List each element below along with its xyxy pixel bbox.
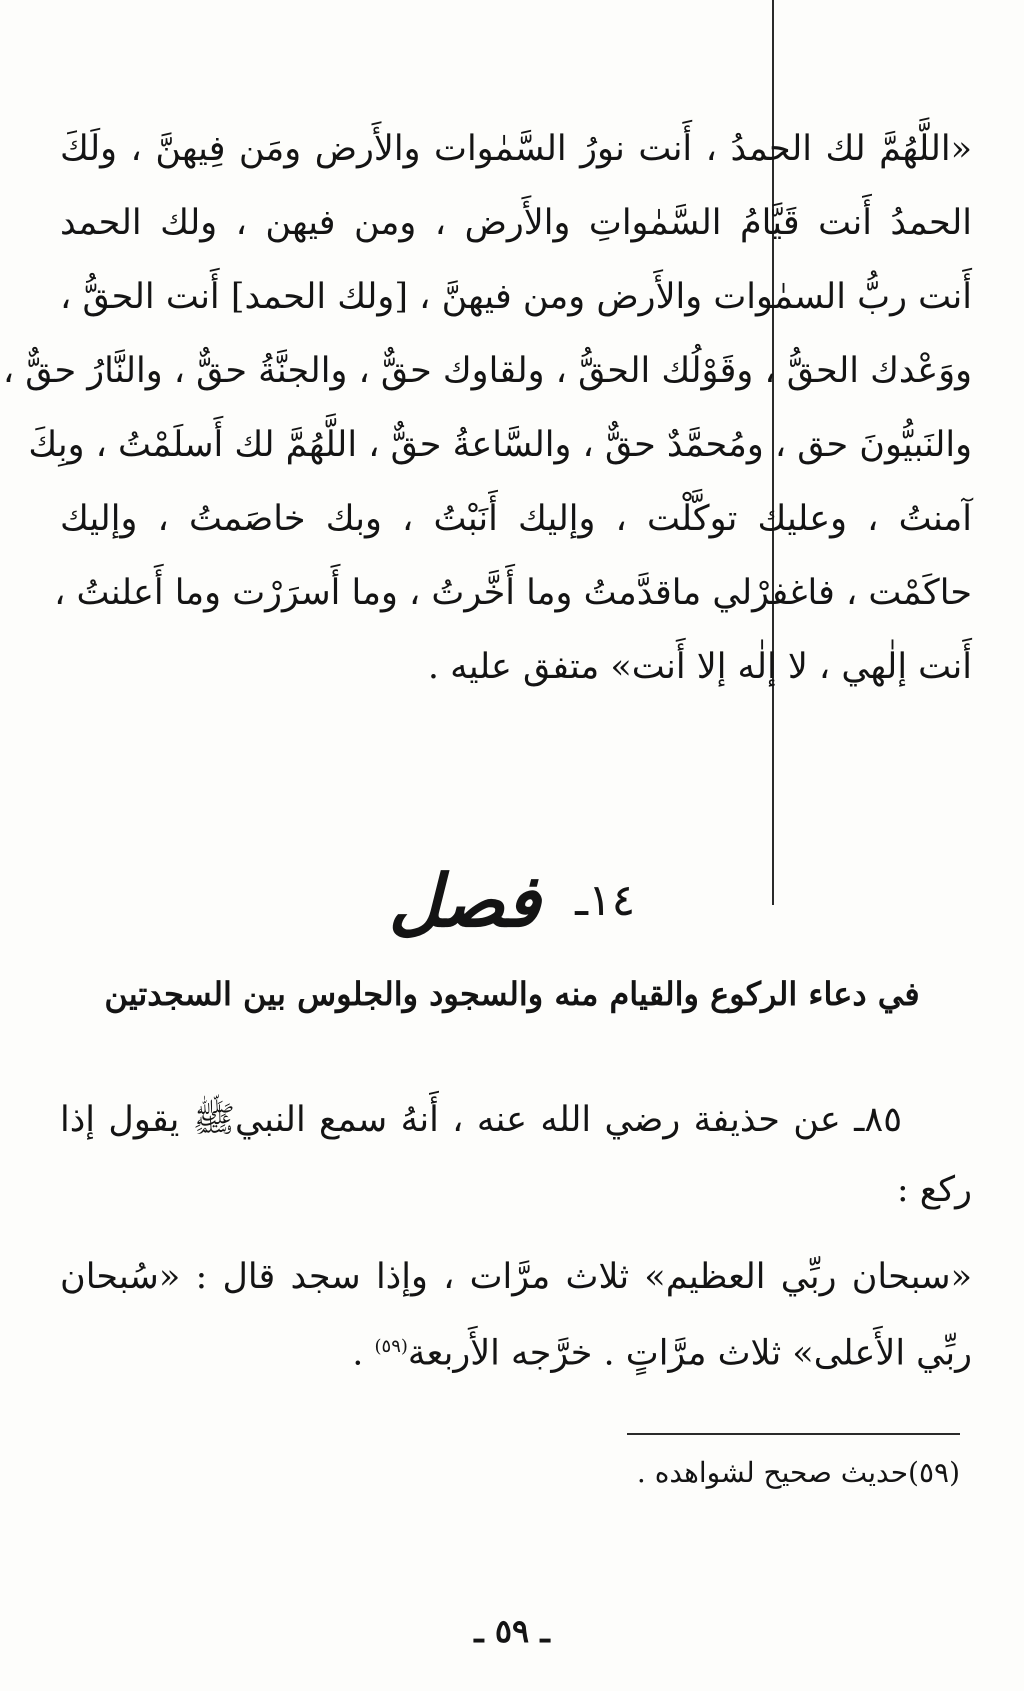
text-line: ووَعْدك الحقُّ ، وقَوْلُك الحقُّ ، ولقاوك حقٌّ ، والجنَّةُ حقٌّ ، والنَّارُ حقٌّ ، [2, 351, 972, 391]
text-line: آمنتُ ، وعليك توكَّلْت ، وإليك أَنَبْتُ ، وبك خاصَمتُ ، وإليك [60, 499, 972, 539]
footnote-reference[interactable]: (٥٩) [374, 1336, 408, 1357]
text-line: ٨٥ـ عن حذيفة رضي الله عنه ، أَنهُ سمع النبيﷺ يقول إذا [60, 1100, 902, 1140]
section-number: ١٤ـ [575, 875, 636, 926]
page-number: ـ ٥٩ ـ [474, 1612, 550, 1650]
text-line: والنَبيُّونَ حق ، ومُحمَّدٌ حقٌّ ، والسَّاعةُ حقٌّ ، اللَّهُمَّ لك أَسلَمْتُ ، وبِكَ [28, 425, 972, 465]
text-line: أَنت إلٰهي ، لا إلٰه إلا أَنت» متفق عليه . [427, 647, 972, 687]
section-subtitle: في دعاء الركوع والقيام منه والسجود والجلوس بين السجدتين [104, 975, 920, 1013]
text-line: حاكَمْت ، فاغفرْلي ماقدَّمتُ وما أَخَّرتُ ، وما أَسرَرْت وما أَعلنتُ ، [54, 573, 972, 613]
section-word: فصل [388, 858, 541, 943]
text-line: أَنت ربُّ السمٰوات والأَرض ومن فيهنَّ ، [ولك الحمد] أَنت الحقُّ ، [60, 277, 972, 317]
dua-text [60, 1242, 972, 1389]
footnote-divider [627, 1433, 960, 1435]
text-line: ركع : [896, 1170, 972, 1210]
text-line: ربِّي الأَعلى» ثلاث مرَّاتٍ . خرَّجه الأَربعة$^{(٥٩)}$ . [352, 1333, 972, 1374]
text-line-content: ربِّي الأَعلى» ثلاث مرَّاتٍ . خرَّجه الأَربعة [407, 1333, 972, 1374]
dua-paragraph [2, 112, 972, 704]
text-line: «سبحان ربِّي العظيم» ثلاث مرَّات ، وإذا سجد قال : «سُبحان [60, 1257, 972, 1297]
text-line: الحمدُ أَنت قَيَّامُ السَّمٰواتِ والأَرض ، ومن فيهن ، ولك الحمد [60, 203, 972, 243]
text-line: «اللَّهُمَّ لك الحمدُ ، أَنت نورُ السَّمٰوات والأَرض ومَن فِيهنَّ ، ولَكَ [60, 129, 972, 169]
hadith-paragraph [60, 1085, 972, 1225]
section-heading [0, 858, 1024, 968]
footnote: (٥٩)حديث صحيح لشواهده . [636, 1456, 960, 1489]
